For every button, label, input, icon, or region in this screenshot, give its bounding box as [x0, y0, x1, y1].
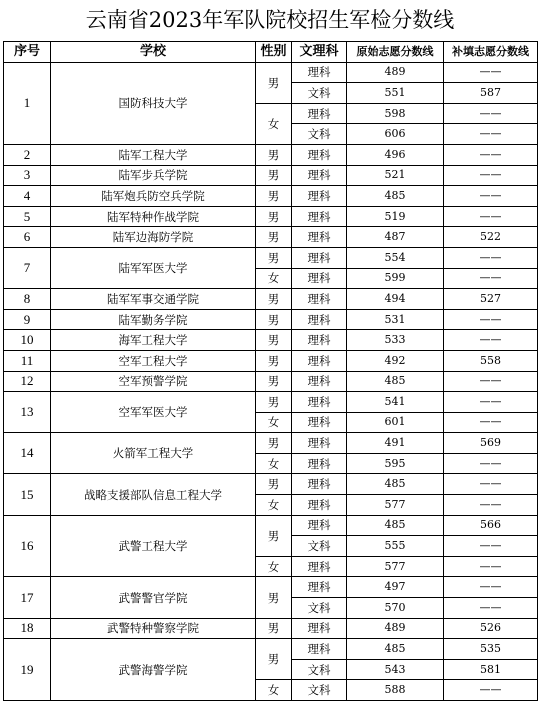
school-number: 14 — [4, 433, 51, 474]
gender-cell: 男 — [256, 227, 292, 248]
school-name: 空军军医大学 — [51, 392, 256, 433]
gender-cell: 女 — [256, 495, 292, 516]
original-score-cell: 521 — [347, 165, 444, 186]
table-row — [4, 350, 538, 371]
original-score-cell: 489 — [347, 618, 444, 639]
original-score-cell: 494 — [347, 289, 444, 310]
subject-cell: 理科 — [292, 371, 347, 392]
school-number: 13 — [4, 392, 51, 433]
supplementary-score-cell: —— — [444, 206, 538, 227]
original-score-cell: 595 — [347, 453, 444, 474]
school-number: 9 — [4, 309, 51, 330]
subject-cell: 理科 — [292, 556, 347, 577]
school-number: 6 — [4, 227, 51, 248]
supplementary-score-cell: —— — [444, 536, 538, 557]
gender-cell: 男 — [256, 247, 292, 268]
supplementary-score-cell: —— — [444, 247, 538, 268]
original-score-cell: 554 — [347, 247, 444, 268]
supplementary-score-cell: 581 — [444, 659, 538, 680]
original-score-cell: 577 — [347, 556, 444, 577]
subject-cell: 文科 — [292, 83, 347, 104]
school-number: 19 — [4, 639, 51, 701]
school-number: 5 — [4, 206, 51, 227]
original-score-cell: 533 — [347, 330, 444, 351]
table-row — [4, 515, 538, 536]
subject-cell: 文科 — [292, 598, 347, 619]
school-number: 1 — [4, 62, 51, 144]
school-number: 8 — [4, 289, 51, 310]
gender-cell: 男 — [256, 474, 292, 495]
gender-cell: 男 — [256, 186, 292, 207]
supplementary-score-cell: —— — [444, 371, 538, 392]
gender-cell: 女 — [256, 556, 292, 577]
table-row — [4, 474, 538, 495]
subject-cell: 理科 — [292, 186, 347, 207]
gender-cell: 男 — [256, 62, 292, 103]
gender-cell: 男 — [256, 330, 292, 351]
school-number: 17 — [4, 577, 51, 618]
supplementary-score-cell: 526 — [444, 618, 538, 639]
table-row — [4, 309, 538, 330]
header-no: 序号 — [4, 42, 51, 63]
gender-cell: 男 — [256, 577, 292, 618]
supplementary-score-cell: —— — [444, 165, 538, 186]
subject-cell: 文科 — [292, 680, 347, 701]
supplementary-score-cell: —— — [444, 268, 538, 289]
supplementary-score-cell: 566 — [444, 515, 538, 536]
subject-cell: 理科 — [292, 330, 347, 351]
table-row — [4, 371, 538, 392]
header-gender: 性别 — [256, 42, 292, 63]
subject-cell: 理科 — [292, 474, 347, 495]
gender-cell: 女 — [256, 680, 292, 701]
school-name: 武警警官学院 — [51, 577, 256, 618]
school-number: 10 — [4, 330, 51, 351]
gender-cell: 男 — [256, 618, 292, 639]
supplementary-score-cell: 587 — [444, 83, 538, 104]
supplementary-score-cell: —— — [444, 309, 538, 330]
school-name: 陆军特种作战学院 — [51, 206, 256, 227]
supplementary-score-cell: 535 — [444, 639, 538, 660]
table-row — [4, 289, 538, 310]
school-number: 2 — [4, 144, 51, 165]
original-score-cell: 519 — [347, 206, 444, 227]
original-score-cell: 489 — [347, 62, 444, 83]
table-row — [4, 62, 538, 83]
school-name: 空军工程大学 — [51, 350, 256, 371]
header-school: 学校 — [51, 42, 256, 63]
gender-cell: 男 — [256, 392, 292, 413]
table-row — [4, 577, 538, 598]
original-score-cell: 496 — [347, 144, 444, 165]
table-row — [4, 227, 538, 248]
subject-cell: 理科 — [292, 495, 347, 516]
gender-cell: 女 — [256, 453, 292, 474]
gender-cell: 男 — [256, 144, 292, 165]
subject-cell: 理科 — [292, 350, 347, 371]
school-name: 武警特种警察学院 — [51, 618, 256, 639]
gender-cell: 女 — [256, 103, 292, 144]
header-original-score: 原始志愿分数线 — [347, 42, 444, 63]
table-row — [4, 206, 538, 227]
subject-cell: 理科 — [292, 412, 347, 433]
table-row — [4, 144, 538, 165]
subject-cell: 理科 — [292, 618, 347, 639]
supplementary-score-cell: —— — [444, 598, 538, 619]
supplementary-score-cell: —— — [444, 577, 538, 598]
school-name: 武警工程大学 — [51, 515, 256, 577]
original-score-cell: 588 — [347, 680, 444, 701]
supplementary-score-cell: —— — [444, 392, 538, 413]
school-name: 海军工程大学 — [51, 330, 256, 351]
school-name: 陆军工程大学 — [51, 144, 256, 165]
original-score-cell: 541 — [347, 392, 444, 413]
school-number: 3 — [4, 165, 51, 186]
table-row — [4, 165, 538, 186]
school-name: 武警海警学院 — [51, 639, 256, 701]
gender-cell: 女 — [256, 268, 292, 289]
gender-cell: 男 — [256, 350, 292, 371]
subject-cell: 理科 — [292, 247, 347, 268]
supplementary-score-cell: —— — [444, 144, 538, 165]
gender-cell: 男 — [256, 639, 292, 680]
original-score-cell: 606 — [347, 124, 444, 145]
table-row — [4, 392, 538, 413]
table-row — [4, 247, 538, 268]
subject-cell: 理科 — [292, 206, 347, 227]
table-row — [4, 433, 538, 454]
original-score-cell: 551 — [347, 83, 444, 104]
supplementary-score-cell: —— — [444, 103, 538, 124]
original-score-cell: 543 — [347, 659, 444, 680]
school-number: 18 — [4, 618, 51, 639]
supplementary-score-cell: —— — [444, 412, 538, 433]
subject-cell: 理科 — [292, 392, 347, 413]
subject-cell: 理科 — [292, 144, 347, 165]
supplementary-score-cell: —— — [444, 330, 538, 351]
supplementary-score-cell: 522 — [444, 227, 538, 248]
original-score-cell: 598 — [347, 103, 444, 124]
supplementary-score-cell: —— — [444, 495, 538, 516]
gender-cell: 女 — [256, 412, 292, 433]
original-score-cell: 555 — [347, 536, 444, 557]
original-score-cell: 577 — [347, 495, 444, 516]
original-score-cell: 485 — [347, 371, 444, 392]
gender-cell: 男 — [256, 371, 292, 392]
school-name: 火箭军工程大学 — [51, 433, 256, 474]
school-name: 陆军炮兵防空兵学院 — [51, 186, 256, 207]
original-score-cell: 570 — [347, 598, 444, 619]
subject-cell: 理科 — [292, 227, 347, 248]
subject-cell: 理科 — [292, 515, 347, 536]
subject-cell: 理科 — [292, 268, 347, 289]
subject-cell: 文科 — [292, 536, 347, 557]
subject-cell: 理科 — [292, 453, 347, 474]
supplementary-score-cell: —— — [444, 186, 538, 207]
subject-cell: 理科 — [292, 577, 347, 598]
school-name: 战略支援部队信息工程大学 — [51, 474, 256, 515]
original-score-cell: 601 — [347, 412, 444, 433]
supplementary-score-cell: 527 — [444, 289, 538, 310]
gender-cell: 男 — [256, 309, 292, 330]
gender-cell: 男 — [256, 165, 292, 186]
school-name: 陆军边海防学院 — [51, 227, 256, 248]
subject-cell: 文科 — [292, 659, 347, 680]
gender-cell: 男 — [256, 433, 292, 454]
score-table — [3, 41, 538, 701]
original-score-cell: 485 — [347, 515, 444, 536]
supplementary-score-cell: —— — [444, 474, 538, 495]
subject-cell: 理科 — [292, 62, 347, 83]
table-row — [4, 186, 538, 207]
school-name: 空军预警学院 — [51, 371, 256, 392]
gender-cell: 男 — [256, 289, 292, 310]
subject-cell: 文科 — [292, 124, 347, 145]
school-number: 12 — [4, 371, 51, 392]
school-number: 4 — [4, 186, 51, 207]
table-row — [4, 330, 538, 351]
school-number: 11 — [4, 350, 51, 371]
supplementary-score-cell: —— — [444, 124, 538, 145]
header-subject: 文理科 — [292, 42, 347, 63]
original-score-cell: 497 — [347, 577, 444, 598]
school-name: 陆军步兵学院 — [51, 165, 256, 186]
subject-cell: 理科 — [292, 103, 347, 124]
original-score-cell: 492 — [347, 350, 444, 371]
original-score-cell: 485 — [347, 474, 444, 495]
subject-cell: 理科 — [292, 165, 347, 186]
school-name: 陆军军医大学 — [51, 247, 256, 288]
school-name: 陆军军事交通学院 — [51, 289, 256, 310]
table-row — [4, 639, 538, 660]
supplementary-score-cell: 558 — [444, 350, 538, 371]
school-name: 国防科技大学 — [51, 62, 256, 144]
supplementary-score-cell: 569 — [444, 433, 538, 454]
original-score-cell: 487 — [347, 227, 444, 248]
supplementary-score-cell: —— — [444, 680, 538, 701]
header-row — [4, 42, 538, 63]
subject-cell: 理科 — [292, 289, 347, 310]
supplementary-score-cell: —— — [444, 556, 538, 577]
school-number: 7 — [4, 247, 51, 288]
original-score-cell: 491 — [347, 433, 444, 454]
subject-cell: 理科 — [292, 639, 347, 660]
table-row — [4, 618, 538, 639]
supplementary-score-cell: —— — [444, 62, 538, 83]
supplementary-score-cell: —— — [444, 453, 538, 474]
subject-cell: 理科 — [292, 309, 347, 330]
school-number: 16 — [4, 515, 51, 577]
original-score-cell: 531 — [347, 309, 444, 330]
original-score-cell: 485 — [347, 639, 444, 660]
school-name: 陆军勤务学院 — [51, 309, 256, 330]
school-number: 15 — [4, 474, 51, 515]
original-score-cell: 485 — [347, 186, 444, 207]
original-score-cell: 599 — [347, 268, 444, 289]
gender-cell: 男 — [256, 206, 292, 227]
subject-cell: 理科 — [292, 433, 347, 454]
page-title: 云南省2023年军队院校招生军检分数线 — [85, 8, 455, 32]
header-supplementary-score: 补填志愿分数线 — [444, 42, 538, 63]
gender-cell: 男 — [256, 515, 292, 556]
